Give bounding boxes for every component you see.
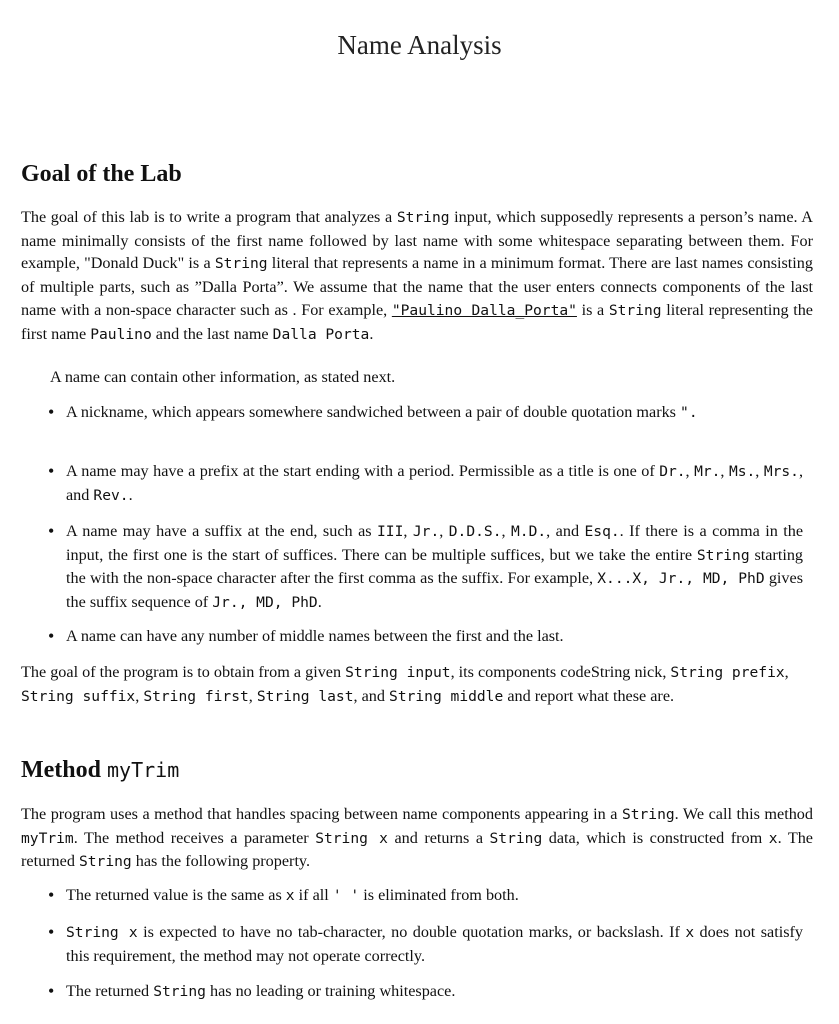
- code-run: String: [153, 983, 206, 1000]
- text-run: ,: [135, 686, 144, 705]
- code-run: Dalla Porta: [272, 325, 370, 343]
- text-run: has the following property.: [131, 852, 311, 871]
- code-run: String suffix: [21, 687, 136, 705]
- text-run: and the last name: [151, 324, 273, 343]
- list-item-returned-value: [66, 884, 803, 908]
- code-run: Dr.: [659, 463, 686, 480]
- text-run: A nickname, which appears somewhere sandwiched between a pair of double quotation marks: [66, 403, 676, 421]
- text-run: , its components codeString nick,: [450, 663, 671, 681]
- code-run: D.D.S.: [448, 523, 502, 540]
- code-run: "Paulino Dalla_Porta": [391, 301, 577, 319]
- text-run: is expected to have no tab-character, no double quotation marks, or backslash. If: [137, 923, 686, 941]
- text-run: does not satisfy this requirement, the method may not operate correctly.: [66, 923, 803, 965]
- text-run: ,: [720, 462, 729, 480]
- code-run: X...X, Jr., MD, PhD: [597, 570, 765, 588]
- text-run: ,: [755, 462, 764, 480]
- list-item-suffix: [66, 520, 803, 615]
- section-heading-goal: Goal of the Lab: [21, 161, 182, 187]
- text-run: ,: [501, 522, 511, 540]
- code-run: ".: [680, 404, 698, 421]
- text-run: The returned: [66, 982, 154, 1000]
- text-run: .: [369, 324, 374, 343]
- text-run: literal that represents a name in a minimum format. There are last names consisting of multiple parts, such as ”Dalla Porta”. We assume that the name that the user enters connects components of the last name with a non-space character such as . For example,: [21, 254, 813, 319]
- text-run: The goal of this lab is to write a program that analyzes a: [21, 208, 397, 226]
- list-item-middle-names: • A name can have any number of middle names between the first and the last.: [66, 625, 803, 648]
- text-run: , and: [66, 462, 804, 504]
- text-run: literal representing the first name: [21, 300, 813, 343]
- code-run: Mr.: [694, 463, 721, 480]
- code-run: x: [768, 829, 778, 847]
- code-run: String: [214, 255, 268, 273]
- text-run: .: [317, 593, 322, 612]
- heading-text: Method: [21, 757, 107, 783]
- code-run: x: [685, 924, 695, 941]
- text-run: , and: [353, 686, 390, 705]
- text-run: gives the suffix sequence of: [66, 569, 804, 612]
- text-run: , and: [546, 522, 585, 540]
- text-run: ,: [784, 663, 789, 681]
- text-run: A name may have a prefix at the start ending with a period. Permissible as a title is one of: [66, 462, 660, 480]
- code-run: String first: [143, 687, 249, 705]
- text-run: and report what these are.: [503, 686, 675, 705]
- section-heading-mytrim: [21, 757, 179, 784]
- text-run: The program uses a method that handles spacing between name components appearing in a: [21, 805, 622, 823]
- code-run: Esq.: [584, 523, 620, 540]
- list-item-input-requirement: [66, 921, 803, 967]
- code-run: String input: [345, 664, 451, 681]
- code-run: Rev.: [93, 486, 129, 504]
- list-item-no-whitespace: [66, 980, 803, 1004]
- text-run: data, which is constructed from: [542, 828, 769, 847]
- list-item-nickname: [66, 401, 803, 425]
- code-run: String x: [315, 829, 388, 847]
- text-run: is eliminated from both.: [359, 886, 519, 904]
- text-run: The goal of the program is to obtain from a given: [21, 663, 346, 681]
- text-run: A name may have a suffix at the end, such as: [66, 522, 378, 540]
- text-run: The returned value is the same as: [66, 886, 286, 904]
- text-run: . The method receives a parameter: [73, 828, 316, 847]
- code-run: Jr., MD, PhD: [212, 594, 318, 612]
- code-run: myTrim: [21, 829, 74, 847]
- code-run: Mrs.: [763, 463, 799, 480]
- text-run: . We call this method: [674, 805, 813, 823]
- text-run: input, which supposedly represents a person’s name. A name minimally consists of the first name followed by last name with some whitespace separating between them. For example, "Donald Duck" is a: [21, 208, 813, 273]
- code-run: Paulino: [90, 325, 152, 343]
- text-run: . If there is a comma in the input, the first one is the start of suffices. There can be multiple suffices, but we take the entire: [66, 522, 804, 564]
- text-run: starting the with the non-space character after the first comma as the suffix. For example,: [66, 545, 804, 588]
- heading-code: myTrim: [107, 758, 180, 782]
- code-run: Ms.: [728, 463, 756, 480]
- code-run: String prefix: [670, 664, 785, 681]
- text-run: has no leading or training whitespace.: [205, 982, 456, 1000]
- mytrim-intro-paragraph: [21, 803, 813, 874]
- goal-intro-paragraph: [21, 206, 813, 346]
- text-run: .: [128, 485, 133, 504]
- code-run: String: [489, 829, 543, 847]
- code-run: String: [621, 806, 675, 823]
- code-run: String: [396, 209, 450, 226]
- code-run: String: [608, 301, 662, 319]
- code-run: String last: [256, 687, 354, 705]
- text-run: ,: [685, 462, 695, 480]
- code-run: III: [377, 523, 404, 540]
- code-run: String middle: [389, 687, 504, 705]
- list-item-prefix: [66, 460, 803, 507]
- goal-lead-sentence: A name can contain other information, as stated next.: [50, 368, 396, 386]
- text-run: and returns a: [387, 828, 490, 847]
- code-run: M.D.: [511, 523, 547, 540]
- goal-outro-paragraph: [21, 661, 813, 708]
- text-run: ,: [439, 522, 449, 540]
- code-run: ' ': [332, 887, 360, 904]
- code-run: Jr.: [412, 523, 440, 540]
- code-run: String x: [66, 924, 138, 941]
- text-run: ,: [248, 686, 257, 705]
- code-run: x: [285, 887, 295, 904]
- text-run: . The returned: [21, 828, 813, 871]
- text-run: is a: [576, 300, 609, 319]
- page-title: Name Analysis: [337, 30, 502, 60]
- text-run: ,: [403, 522, 413, 540]
- code-run: String: [696, 546, 750, 564]
- text-run: if all: [294, 886, 333, 904]
- code-run: String: [78, 853, 132, 871]
